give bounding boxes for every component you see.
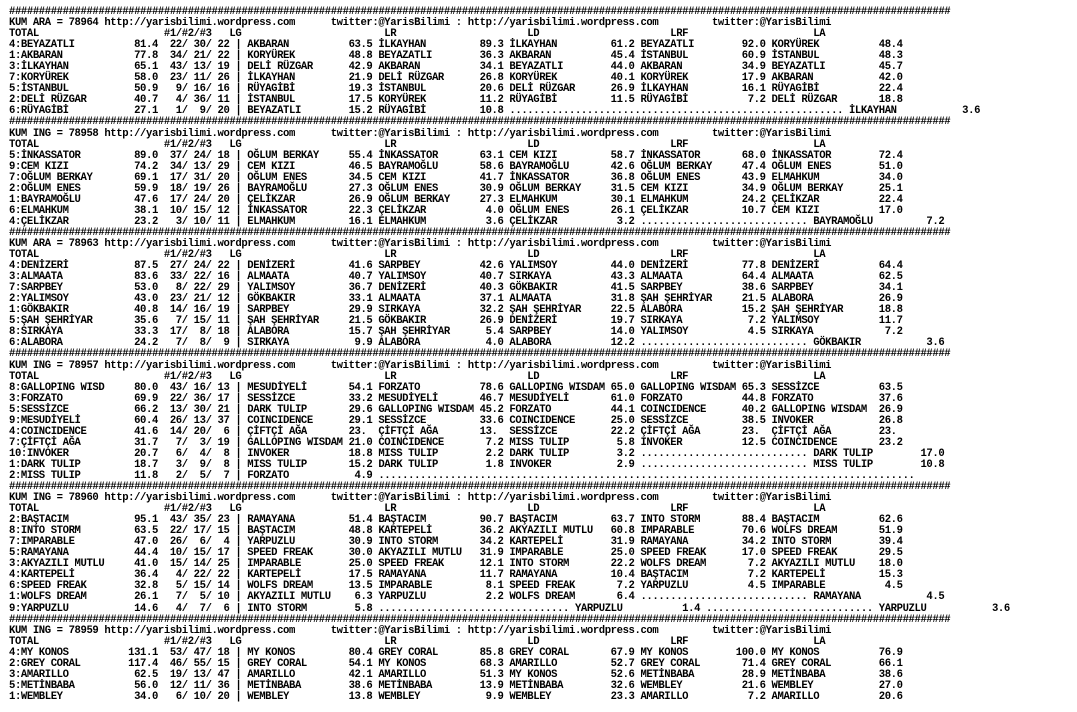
result-line: 3:AKYAZILI MUTLU 41.0 15/ 14/ 25 | IMPARABLE 25.0 SPEED FREAK 12.1 INTO STORM 22.2 WOLFS DREAM 7.2 AKYAZILI MUTLU 18.0 xyxy=(9,558,903,571)
result-line: 9:YARPUZLU 14.6 4/ 7/ 6 | INTO STORM 5.8 ................................ YARPUZLU 1.4 ............................ YARPUZLU 3.6 xyxy=(9,602,1010,615)
result-line: 2:BAŞTACIM 95.1 43/ 35/ 23 | RAMAYANA 51.4 BAŞTACIM 90.7 BAŞTACIM 63.7 INTO STORM 88.4 BAŞTACIM 62.6 xyxy=(9,514,903,527)
result-line: 7:OĞLUM BERKAY 69.1 17/ 31/ 20 | OĞLUM ENES 34.5 CEM KIZI 41.7 İNKASSATOR 36.8 OĞLUM ENES 43.9 ELMAHKUM 34.0 xyxy=(9,171,903,184)
result-line: 5:İSTANBUL 50.9 9/ 16/ 16 | RÜYAGİBİ 19.3 İSTANBUL 20.6 DELİ RÜZGAR 26.9 İLKAYHAN 16.1 RÜYAGİBİ 22.4 xyxy=(9,83,903,96)
result-line: 2:GREY CORAL 117.4 46/ 55/ 15 | GREY CORAL 54.1 MY KONOS 68.3 AMARILLO 52.7 GREY CORAL 71.4 GREY CORAL 66.1 xyxy=(9,657,903,670)
column-header-line: TOTAL #1/#2/#3 LG LR LD LRF LA xyxy=(9,28,826,41)
result-line: 4:DENİZERİ 87.5 27/ 24/ 22 | DENİZERİ 41.6 SARPBEY 42.6 YALIMSOY 44.0 DENİZERİ 77.8 DENİZERİ 64.4 xyxy=(9,260,903,273)
result-line: 10:INVOKER 20.7 6/ 4/ 8 | INVOKER 18.8 MISS TULIP 2.2 DARK TULIP 3.2 ............................ DARK TULIP 17.0 xyxy=(9,447,945,460)
result-line: 1:BAYRAMOĞLU 47.6 17/ 24/ 20 | ÇELİKZAR 26.9 OĞLUM BERKAY 27.3 ELMAHKUM 30.1 ELMAHKUM 24.2 ÇELİKZAR 22.4 xyxy=(9,193,903,206)
result-line: 4:KARTEPELİ 36.4 4/ 22/ 22 | KARTEPELİ 17.5 RAMAYANA 11.7 RAMAYANA 10.4 BAŞTACIM 7.2 KARTEPELİ 15.3 xyxy=(9,569,903,582)
result-line: 5:İNKASSATOR 89.0 37/ 24/ 18 | OĞLUM BERKAY 55.4 İNKASSATOR 63.1 CEM KIZI 58.7 İNKASSATOR 68.0 İNKASSATOR 72.4 xyxy=(9,149,903,162)
race-block-kum-ing-78958 xyxy=(9,117,1075,227)
race-header-line: KUM ING = 78959 http://yarisbilimi.wordpress.com twitter:@YarisBilimi : http://yarisbilimi.wordpress.com twitter:@YarisBilimi xyxy=(9,624,832,637)
race-header-line: KUM ARA = 78963 http://yarisbilimi.wordpress.com twitter:@YarisBilimi : http://yarisbilimi.wordpress.com twitter:@YarisBilimi xyxy=(9,237,832,250)
result-line: 4:BEYAZATLI 81.4 22/ 30/ 22 | AKBARAN 63.5 İLKAYHAN 89.3 İLKAYHAN 61.2 BEYAZATLI 92.0 KORYÜREK 48.4 xyxy=(9,39,903,52)
result-line: 8:INTO STORM 63.5 22/ 17/ 15 | BAŞTACIM 48.8 KARTEPELİ 36.2 AKYAZILI MUTLU 60.8 IMPARABLE 70.6 WOLFS DREAM 51.9 xyxy=(9,525,903,538)
result-line: 1:AKBARAN 77.8 34/ 21/ 22 | KORYÜREK 48.8 BEYAZATLI 36.3 AKBARAN 45.4 İSTANBUL 60.9 İSTANBUL 48.3 xyxy=(9,50,903,63)
result-line: 1:GÖKBAKIR 40.8 14/ 16/ 19 | SARPBEY 29.9 SIRKAYA 32.2 ŞAH ŞEHRİYAR 22.5 ALABORA 15.2 ŞAH ŞEHRİYAR 18.8 xyxy=(9,304,903,317)
column-header-line: TOTAL #1/#2/#3 LG LR LD LRF LA xyxy=(9,635,826,648)
separator-line: ############################################################################################################################################################## xyxy=(9,481,951,494)
result-line: 9:CEM KIZI 74.2 34/ 13/ 29 | CEM KIZI 46.5 BAYRAMOĞLU 58.6 BAYRAMOĞLU 42.6 OĞLUM BERKAY 47.4 OĞLUM ENES 51.0 xyxy=(9,160,903,173)
race-header-line: KUM ARA = 78964 http://yarisbilimi.wordpress.com twitter:@YarisBilimi : http://yarisbilimi.wordpress.com twitter:@YarisBilimi xyxy=(9,17,832,30)
results-sheet xyxy=(9,7,1075,703)
race-block-kum-ara-78964 xyxy=(9,7,1075,117)
separator-line: ############################################################################################################################################################## xyxy=(9,613,951,626)
result-line: 7:SARPBEY 53.0 8/ 22/ 29 | YALIMSOY 36.7 DENİZERİ 40.3 GÖKBAKIR 41.5 SARPBEY 38.6 SARPBEY 34.1 xyxy=(9,282,903,295)
separator-line: ############################################################################################################################################################## xyxy=(9,348,951,361)
race-header-line: KUM ING = 78960 http://yarisbilimi.wordpress.com twitter:@YarisBilimi : http://yarisbilimi.wordpress.com twitter:@YarisBilimi xyxy=(9,492,832,505)
result-line: 6:ELMAHKUM 38.1 10/ 15/ 12 | İNKASSATOR 22.3 ÇELİKZAR 4.0 OĞLUM ENES 26.1 ÇELİKZAR 10.7 CEM KIZI 17.0 xyxy=(9,204,903,217)
column-header-line: TOTAL #1/#2/#3 LG LR LD LRF LA xyxy=(9,138,826,151)
result-line: 7:KORYÜREK 58.0 23/ 11/ 26 | İLKAYHAN 21.9 DELİ RÜZGAR 26.8 KORYÜREK 40.1 KORYÜREK 17.9 AKBARAN 42.0 xyxy=(9,72,903,85)
result-line: 6:RÜYAGİBİ 27.1 1/ 9/ 20 | BEYAZATLI 15.2 RÜYAGİBİ 10.8 ........................................................ İLKAYHAN 3.6 xyxy=(9,105,981,118)
result-line: 3:FORZATO 69.9 22/ 36/ 17 | SESSİZCE 33.2 MESUDİYELİ 46.7 MESUDİYELİ 61.0 FORZATO 44.8 FORZATO 37.6 xyxy=(9,392,903,405)
column-header-line: TOTAL #1/#2/#3 LG LR LD LRF LA xyxy=(9,503,826,516)
result-line: 8:SIRKAYA 33.3 17/ 8/ 18 | ALABORA 15.7 ŞAH ŞEHRİYAR 5.4 SARPBEY 14.0 YALIMSOY 4.5 SIRKAYA 7.2 xyxy=(9,326,903,339)
race-block-kum-ing-78960 xyxy=(9,482,1075,615)
result-line: 3:İLKAYHAN 65.1 43/ 13/ 19 | DELİ RÜZGAR 42.9 AKBARAN 34.1 BEYAZATLI 44.0 AKBARAN 34.9 BEYAZATLI 45.7 xyxy=(9,61,903,74)
result-line: 7:IMPARABLE 47.0 26/ 6/ 4 | YARPUZLU 30.9 INTO STORM 34.2 KARTEPELİ 31.9 RAMAYANA 34.2 INTO STORM 39.4 xyxy=(9,536,903,549)
result-line: 7:ÇİFTÇİ AĞA 31.7 7/ 3/ 19 | GALLOPING WISDAM 21.0 COINCIDENCE 7.2 MISS TULIP 5.8 INVOKER 12.5 COINCIDENCE 23.2 xyxy=(9,436,903,449)
result-line: 1:DARK TULIP 18.7 3/ 9/ 8 | MISS TULIP 15.2 DARK TULIP 1.8 INVOKER 2.9 ............................ MISS TULIP 10.8 xyxy=(9,458,945,471)
result-line: 3:ALMAATA 83.6 33/ 22/ 16 | ALMAATA 40.7 YALIMSOY 40.7 SIRKAYA 43.3 ALMAATA 64.4 ALMAATA 62.5 xyxy=(9,271,903,284)
result-line: 6:ALABORA 24.2 7/ 8/ 9 | SIRKAYA 9.9 ALABORA 4.0 ALABORA 12.2 ............................ GÖKBAKIR 3.6 xyxy=(9,337,945,350)
result-line: 5:METİNBABA 56.0 12/ 11/ 36 | METİNBABA 38.6 METİNBABA 13.9 METİNBABA 32.6 WEMBLEY 21.6 WEMBLEY 27.0 xyxy=(9,679,903,692)
race-block-kum-ara-78963 xyxy=(9,228,1075,350)
result-line: 4:COINCIDENCE 41.6 14/ 20/ 6 | ÇİFTÇİ AĞA 23. ÇİFTÇİ AĞA 13. SESSİZCE 22.2 ÇİFTÇİ AĞA 23. ÇİFTÇİ AĞA 23. xyxy=(9,425,897,438)
result-line: 4:ÇELİKZAR 23.2 3/ 10/ 11 | ELMAHKUM 16.1 ELMAHKUM 3.6 ÇELİKZAR 3.2 ............................ BAYRAMOĞLU 7.2 xyxy=(9,215,945,228)
result-line: 9:MESUDİYELİ 60.4 26/ 13/ 37 | COINCIDENCE 29.1 SESSİZCE 33.6 COINCIDENCE 25.0 SESSİZCE 38.5 INVOKER 26.8 xyxy=(9,414,903,427)
race-block-kum-ing-78959 xyxy=(9,615,1075,703)
result-line: 5:SESSİZCE 66.2 13/ 30/ 21 | DARK TULIP 29.6 GALLOPING WISDAM 45.2 FORZATO 44.1 COINCIDENCE 40.2 GALLOPING WISDAM 26.9 xyxy=(9,403,903,416)
race-header-line: KUM ING = 78958 http://yarisbilimi.wordpress.com twitter:@YarisBilimi : http://yarisbilimi.wordpress.com twitter:@YarisBilimi xyxy=(9,127,832,140)
result-line: 5:ŞAH ŞEHRİYAR 35.6 7/ 15/ 11 | ŞAH ŞEHRİYAR 21.5 GÖKBAKIR 26.9 DENİZERİ 19.7 SIRKAYA 7.2 YALIMSOY 11.7 xyxy=(9,315,903,328)
separator-line: ############################################################################################################################################################## xyxy=(9,116,951,129)
column-header-line: TOTAL #1/#2/#3 LG LR LD LRF LA xyxy=(9,370,826,383)
race-block-kum-ing-78957 xyxy=(9,349,1075,482)
result-line: 1:WOLFS DREAM 26.1 7/ 5/ 10 | AKYAZILI MUTLU 6.3 YARPUZLU 2.2 WOLFS DREAM 6.4 ............................ RAMAYANA 4.5 xyxy=(9,591,945,604)
result-line: 2:DELİ RÜZGAR 40.7 4/ 36/ 11 | İSTANBUL 17.5 KORYÜREK 11.2 RÜYAGİBİ 11.5 RÜYAGİBİ 7.2 DELİ RÜZGAR 18.8 xyxy=(9,94,903,107)
column-header-line: TOTAL #1/#2/#3 LG LR LD LRF LA xyxy=(9,249,826,262)
separator-line: ############################################################################################################################################################## xyxy=(9,226,951,239)
result-line: 6:SPEED FREAK 32.8 5/ 15/ 14 | WOLFS DREAM 13.5 IMPARABLE 8.1 SPEED FREAK 7.2 YARPUZLU 4.5 IMPARABLE 4.5 xyxy=(9,580,903,593)
result-line: 3:AMARILLO 62.5 19/ 13/ 47 | AMARILLO 42.1 AMARILLO 51.3 MY KONOS 52.6 METİNBABA 28.9 METİNBABA 38.6 xyxy=(9,668,903,681)
race-header-line: KUM ING = 78957 http://yarisbilimi.wordpress.com twitter:@YarisBilimi : http://yarisbilimi.wordpress.com twitter:@YarisBilimi xyxy=(9,359,832,372)
result-line: 4:MY KONOS 131.1 53/ 47/ 18 | MY KONOS 80.4 GREY CORAL 85.8 GREY CORAL 67.9 MY KONOS 100.0 MY KONOS 76.9 xyxy=(9,646,903,659)
result-line: 5:RAMAYANA 44.4 10/ 15/ 17 | SPEED FREAK 30.0 AKYAZILI MUTLU 31.9 IMPARABLE 25.0 SPEED FREAK 17.0 SPEED FREAK 29.5 xyxy=(9,547,903,560)
result-line: 2:YALIMSOY 43.0 23/ 21/ 12 | GÖKBAKIR 33.1 ALMAATA 37.1 ALMAATA 31.8 ŞAH ŞEHRİYAR 21.5 ALABORA 26.9 xyxy=(9,293,903,306)
result-line: 2:OĞLUM ENES 59.9 18/ 19/ 26 | BAYRAMOĞLU 27.3 OĞLUM ENES 30.9 OĞLUM BERKAY 31.5 CEM KIZI 34.9 OĞLUM BERKAY 25.1 xyxy=(9,182,903,195)
separator-line: ############################################################################################################################################################## xyxy=(9,6,951,18)
result-line: 2:MISS TULIP 11.8 2/ 5/ 7 | FORZATO 4.9 .......................................................................................... xyxy=(9,469,915,482)
result-line: 8:GALLOPING WISD 80.0 43/ 16/ 13 | MESUDİYELİ 54.1 FORZATO 78.6 GALLOPING WISDAM 65.0 GALLOPING WISDAM 65.3 SESSİZCE 63.5 xyxy=(9,381,903,394)
result-line: 1:WEMBLEY 34.0 6/ 10/ 20 | WEMBLEY 13.8 WEMBLEY 9.9 WEMBLEY 23.3 AMARILLO 7.2 AMARILLO 20.6 xyxy=(9,690,903,703)
